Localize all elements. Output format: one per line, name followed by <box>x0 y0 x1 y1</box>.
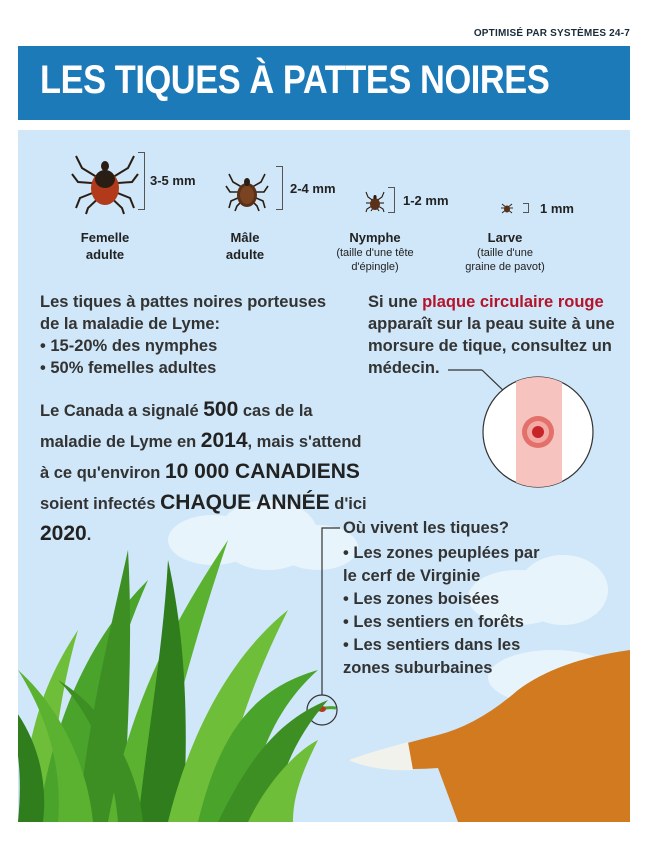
page-title: LES TIQUES À PATTES NOIRES <box>40 58 550 102</box>
lyme-carriers-block <box>40 291 330 379</box>
list-item: • Les zones peuplées par le cerf de Virginie <box>343 544 540 585</box>
fox-tail-tip <box>348 742 413 770</box>
tick-size-label: 2-4 mm <box>290 181 336 196</box>
rash-highlight: plaque circulaire rouge <box>422 293 604 311</box>
size-bracket <box>276 166 283 210</box>
tick-label-line: Femelle <box>80 230 130 245</box>
tick-label-female <box>70 229 140 263</box>
grass-and-fox-illustration <box>18 520 630 822</box>
tick-label-line: Nymphe <box>349 230 401 245</box>
lyme-intro: Les tiques à pattes noires porteuses de la maladie de Lyme: <box>40 293 327 333</box>
female-tick-icon <box>70 146 140 216</box>
fox-tail <box>348 650 630 822</box>
male-tick-icon <box>225 168 269 212</box>
list-item: • 50% femelles adultes <box>40 359 217 377</box>
tick-size-label: 1 mm <box>540 201 574 216</box>
brand-label: OPTIMISÉ PAR SYSTÈMES 24-7 <box>473 28 630 39</box>
nymph-tick-icon <box>364 190 386 214</box>
list-item: • Les sentiers dans les zones suburbaines <box>343 636 521 677</box>
tick-size-label: 1-2 mm <box>403 193 449 208</box>
tick-label-sub: d'épingle) <box>351 261 399 273</box>
stat-text: , mais s'attend à ce qu'environ <box>40 433 362 482</box>
tick-label-nymph <box>320 229 430 274</box>
stat-target-year: 2020 <box>40 522 87 545</box>
lyme-list <box>40 335 330 379</box>
rash-illustration <box>448 365 618 495</box>
stat-cases: 500 <box>203 398 239 421</box>
size-bracket <box>523 203 529 213</box>
tick-label-male <box>210 229 280 263</box>
list-item: • Les zones boisées <box>343 590 500 608</box>
tick-label-larva <box>450 229 560 274</box>
tick-label-line: Larve <box>487 230 523 245</box>
tick-label-line: Mâle <box>230 230 260 245</box>
tick-label-sub: (taille d'une tête <box>336 247 414 259</box>
tick-size-label: 3-5 mm <box>150 173 196 188</box>
list-item: • 15-20% des nymphes <box>40 337 218 355</box>
stat-year: 2014 <box>200 429 248 452</box>
larva-tick-icon <box>500 201 514 215</box>
size-bracket <box>388 187 395 213</box>
stat-expected: 10 000 CANADIENS <box>164 460 360 483</box>
tick-label-sub: (taille d'une <box>477 247 533 259</box>
tick-label-sub: graine de pavot) <box>465 261 545 273</box>
stat-each-year: CHAQUE ANNÉE <box>160 491 330 514</box>
stat-text: d'ici <box>329 495 367 513</box>
tick-label-line: adulte <box>225 247 265 262</box>
stat-text: . <box>86 526 92 544</box>
habitat-title: Où vivent les tiques? <box>343 519 509 537</box>
stat-text: Le Canada a signalé <box>40 402 204 420</box>
rash-text: Si une <box>368 293 423 311</box>
rash-text: apparaît sur la peau suite à une morsure de tique, consultez un médecin. <box>368 315 615 377</box>
list-item: • Les sentiers en forêts <box>343 613 524 631</box>
tick-label-line: adulte <box>85 247 125 262</box>
grass <box>18 540 328 822</box>
stat-text: soient infectés <box>40 495 161 513</box>
size-bracket <box>138 152 145 210</box>
stat-text: cas de la maladie de Lyme en <box>40 402 313 451</box>
